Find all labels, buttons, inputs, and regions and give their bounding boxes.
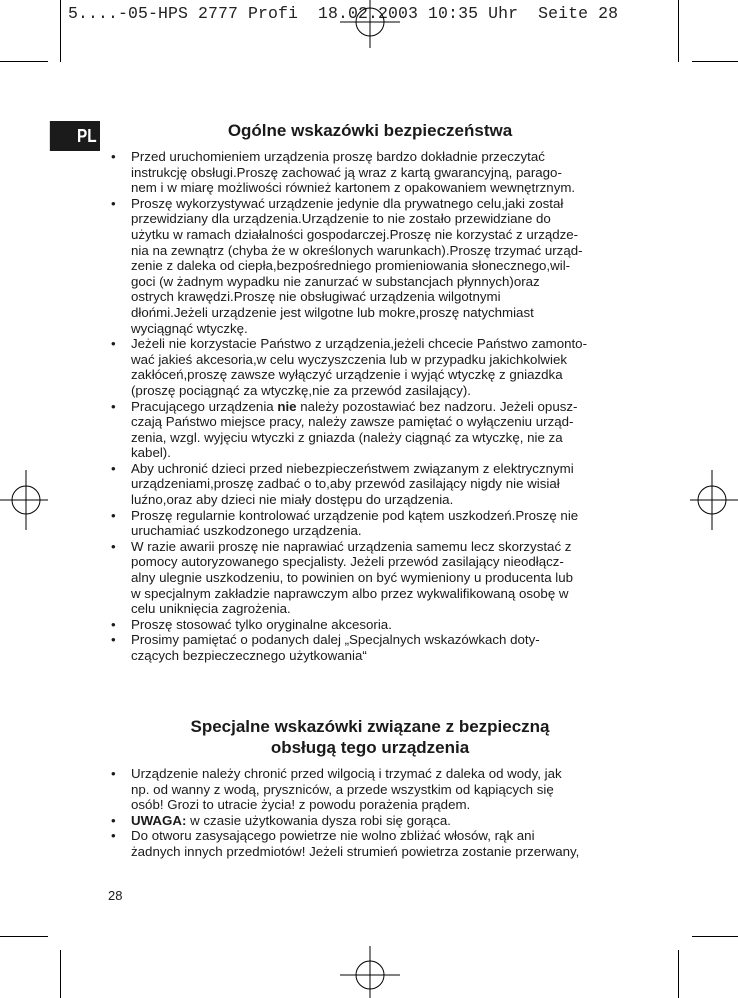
list-item	[109, 617, 644, 633]
list-item	[109, 399, 644, 461]
list-item	[109, 828, 644, 859]
list-item-text: w czasie użytkowania dysza robi się gorąca.	[186, 812, 451, 828]
bullet: •	[111, 460, 116, 476]
list-item-text: Jeżeli nie korzystacie Państwo z urządzenia,jeżeli chcecie Państwo zamonto- wać jakieś akcesoria,w celu wyczyszczenia lub w przypadku jakichkolwiek zakłóceń,proszę zawsze wyłączyć urządzenie i wyjąć wtyczkę z gniazdka (proszę pociągnąć za wtyczkę,nie za przewód zasilający).	[131, 336, 588, 398]
section-title-general-safety: Ogólne wskazówki bezpieczeństwa	[227, 121, 513, 140]
list-item-text: Proszę stosować tylko oryginalne akcesoria.	[131, 616, 392, 632]
bullet: •	[111, 616, 116, 632]
emphasis-text: nie	[277, 398, 297, 414]
registration-mark-top-icon	[340, 0, 400, 48]
warning-label: UWAGA:	[131, 812, 187, 828]
crop-mark-top-left-v	[60, 0, 61, 62]
registration-mark-bottom-icon	[340, 946, 400, 998]
list-item	[109, 766, 644, 813]
bullet: •	[111, 195, 116, 211]
crop-mark-bottom-left-v	[60, 950, 61, 998]
bullet: •	[111, 149, 116, 164]
crop-mark-bottom-right-v	[678, 950, 679, 998]
language-tab: PL	[50, 121, 100, 151]
print-header: 5....-05-HPS 2777 Profi 18.02.2003 10:35 Uhr Seite 28	[68, 4, 619, 23]
bullet: •	[111, 828, 116, 844]
list-item-text: Aby uchronić dzieci przed niebezpieczeństwem związanym z elektrycznymi urządzeniami,proszę zadbać o to,aby przewód zasilający nigdy nie wisiał luźno,oraz aby dzieci nie miały dostępu do urządzenia.	[131, 460, 574, 508]
list-item-text: Urządzenie należy chronić przed wilgocią i trzymać z daleka od wody, jak np. od wanny z wodą, pryszniców, a przede wszystkim od kąpiących się osób! Grozi to utracie życia! z powodu porażenia prądem.	[131, 766, 562, 813]
special-safety-list	[109, 766, 644, 860]
crop-mark-top-right-h	[692, 61, 738, 62]
bullet: •	[111, 766, 116, 781]
list-item-text: Pracującego urządzenia	[131, 398, 278, 414]
list-item-text: Proszę wykorzystywać urządzenie jedynie dla prywatnego celu,jaki został przewidziany dla urządzenia.Urządzenie to nie zostało przewidziane do użytku w ramach działalności gospodarczej.Proszę nie korzystać z urządze- nia na zewnątrz (chyba że w określonych warunkach).Proszę trzymać urząd- zenie z daleka od ciepła,bezpośredniego promieniowania słonecznego,wil- goci (w żadnym wypadku nie zanurzać w substancjach płynnych)oraz ostrych krawędzi.Proszę nie obsługiwać urządzenia wilgotnymi dłońmi.Jeżeli urządzenie jest wilgotne lub mokre,proszę natychmiast wyciągnąć wtyczkę.	[131, 195, 583, 336]
list-item	[109, 336, 644, 398]
list-item-text: Prosimy pamiętać o podanych dalej „Specjalnych wskazówkach doty- czących bezpieczecznego użytkowania“	[131, 632, 540, 663]
bullet: •	[111, 398, 116, 414]
bullet: •	[111, 812, 116, 828]
bullet: •	[111, 336, 116, 352]
registration-mark-left-icon	[0, 470, 48, 530]
crop-mark-top-left-h	[0, 61, 48, 62]
crop-mark-top-right-v	[678, 0, 679, 62]
bullet: •	[111, 538, 116, 554]
section-title-special-safety-line1: Specjalne wskazówki związane z bezpieczną	[190, 717, 550, 736]
bullet: •	[111, 507, 116, 523]
list-item	[109, 508, 644, 539]
bullet: •	[111, 632, 116, 648]
crop-mark-bottom-right-h	[692, 936, 738, 937]
list-item	[109, 539, 644, 617]
general-safety-list	[109, 149, 644, 664]
list-item-text: Do otworu zasysającego powietrze nie wolno zbliżać włosów, rąk ani żadnych innych przedmiotów! Jeżeli strumień powietrza zostanie przerwany,	[131, 828, 580, 859]
list-item	[109, 813, 644, 829]
list-item-text: należy pozostawiać bez nadzoru. Jeżeli opusz- czają Państwo miejsce pracy, należy zawsze pamiętać o wyłączeniu urząd- zenia, wzgl. wyjęciu wtyczki z gniazda (należy ciągnąć za wtyczkę, nie za kabel).	[131, 398, 578, 461]
list-item	[109, 632, 644, 663]
crop-mark-bottom-left-h	[0, 936, 48, 937]
page-number: 28	[108, 888, 123, 903]
list-item-text: Proszę regularnie kontrolować urządzenie pod kątem uszkodzeń.Proszę nie uruchamiać uszkodzonego urządzenia.	[131, 507, 579, 539]
list-item-text: W razie awarii proszę nie naprawiać urządzenia samemu lecz skorzystać z pomocy autoryzowanego specjalisty. Jeżeli przewód zasilający nieodłącz- alny ulegnie uszkodzeniu, to powinien on być wymieniony u producenta lub w specjalnym zakładzie naprawczym albo przez wykwalifikowaną osobę w celu uniknięcia zagrożenia.	[131, 538, 574, 617]
registration-mark-right-icon	[690, 470, 738, 530]
list-item-text: Przed uruchomieniem urządzenia proszę bardzo dokładnie przeczytać instrukcję obsługi.Proszę zachować ją wraz z kartą gwarancyjną, parago- nem i w miarę możliwości również kartonem z opakowaniem wewnętrznym.	[131, 149, 576, 196]
list-item	[109, 196, 644, 336]
list-item	[109, 149, 644, 196]
list-item	[109, 461, 644, 508]
section-title-special-safety-line2: obsługą tego urządzenia	[270, 738, 470, 757]
